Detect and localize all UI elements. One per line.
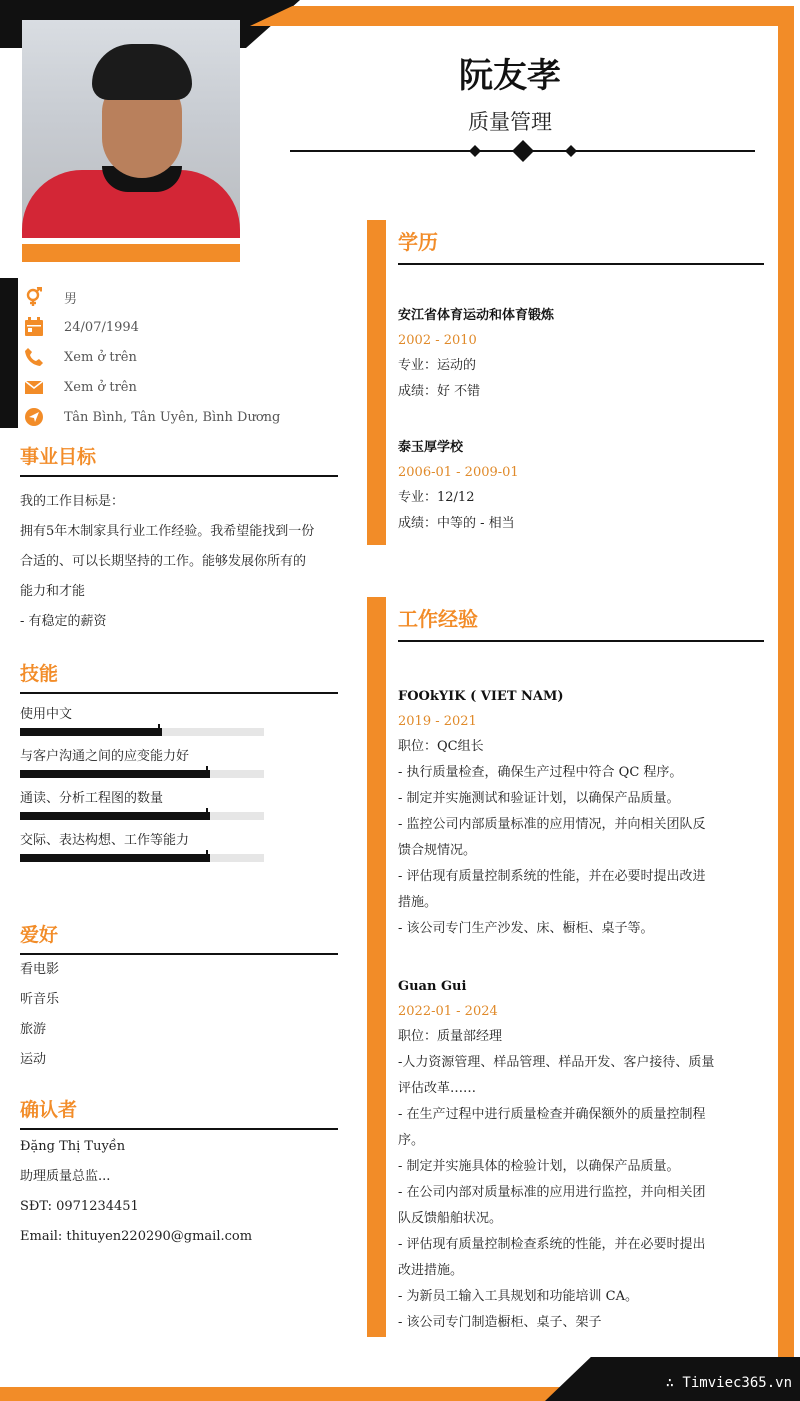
contact-email <box>24 372 344 402</box>
right-orange-band <box>778 6 794 1401</box>
education-accent-bar <box>367 220 386 545</box>
school-date: 2006-01 - 2009-01 <box>398 465 519 480</box>
job-detail: - 在公司内部对质量标准的应用进行监控，并向相关团 <box>398 1185 706 1200</box>
skill-label: 通读、分析工程图的数量 <box>20 791 164 806</box>
school-name: 泰玉厚学校 <box>398 440 464 455</box>
contact-birthday <box>24 312 344 342</box>
contact-gender-value: 男 <box>64 291 78 307</box>
skills-section <box>20 659 338 862</box>
objective-heading: 事业目标 <box>20 442 338 477</box>
skill-label: 交际、表达构想、工作等能力 <box>20 833 190 848</box>
reference-line: Email: thituyen220290@gmail.com <box>20 1229 253 1244</box>
reference-line: 助理质量总监... <box>20 1169 111 1184</box>
job-detail: 馈合规情况。 <box>398 843 477 858</box>
reference-line: Đặng Thị Tuyền <box>20 1139 126 1154</box>
hobbies-section <box>20 920 338 1075</box>
skill-item <box>20 704 338 736</box>
job-detail: 改进措施。 <box>398 1263 464 1278</box>
contact-phone <box>24 342 344 372</box>
skill-bar <box>20 770 264 778</box>
contact-phone-value: Xem ở trên <box>64 349 137 365</box>
hobby-item: 听音乐 <box>20 992 60 1007</box>
contact-email-value: Xem ở trên <box>64 379 137 395</box>
mail-icon <box>24 377 44 397</box>
skill-label: 使用中文 <box>20 707 73 722</box>
top-orange-band <box>250 6 780 26</box>
skills-heading: 技能 <box>20 659 338 694</box>
company-name: Guan Gui <box>398 979 467 994</box>
candidate-name: 阮友孝 <box>459 56 561 96</box>
school-date: 2002 - 2010 <box>398 333 477 348</box>
school-detail: 成绩：中等的 - 相当 <box>398 516 515 531</box>
experience-accent-bar <box>367 597 386 1337</box>
contact-side-bar <box>0 278 18 428</box>
skill-bar <box>20 854 264 862</box>
education-entry <box>398 303 764 405</box>
experience-entry <box>398 974 764 1336</box>
company-name: FOOkYIK ( VIET NAM) <box>398 689 564 704</box>
site-watermark: ∴ Timviec365.vn <box>665 1375 792 1391</box>
objective-line: 能力和才能 <box>20 584 86 599</box>
skill-bar-fill <box>20 728 162 736</box>
hobby-item: 看电影 <box>20 962 60 977</box>
job-date: 2022-01 - 2024 <box>398 1004 498 1019</box>
job-detail: - 该公司专门生产沙发、床、橱柜、桌子等。 <box>398 921 654 936</box>
skill-bar-tick <box>206 766 208 778</box>
job-detail: -人力资源管理、样品管理、样品开发、客户接待、质量 <box>398 1055 715 1070</box>
objective-line: - 有稳定的薪资 <box>20 614 107 629</box>
school-detail: 专业：12/12 <box>398 490 475 505</box>
job-detail: - 为新员工输入工具规划和功能培训 CA。 <box>398 1289 638 1304</box>
objective-section <box>20 442 338 637</box>
phone-icon <box>24 347 44 367</box>
education-section <box>398 226 764 537</box>
job-detail: - 评估现有质量控制系统的性能，并在必要时提出改进 <box>398 869 706 884</box>
candidate-title: 质量管理 <box>468 110 552 134</box>
profile-photo <box>22 20 240 238</box>
job-detail: - 执行质量检查，确保生产过程中符合 QC 程序。 <box>398 765 683 780</box>
contact-gender <box>24 282 344 312</box>
job-detail: - 监控公司内部质量标准的应用情况，并向相关团队反 <box>398 817 706 832</box>
objective-line: 合适的、可以长期坚持的工作。能够发展你所有的 <box>20 554 307 569</box>
reference-section <box>20 1095 338 1252</box>
job-detail: - 制定并实施测试和验证计划，以确保产品质量。 <box>398 791 680 806</box>
contact-address-value: Tân Bình, Tân Uyên, Bình Dương <box>64 409 281 425</box>
reference-line: SĐT: 0971234451 <box>20 1199 139 1214</box>
job-detail: 职位：质量部经理 <box>398 1029 503 1044</box>
skill-label: 与客户沟通之间的应变能力好 <box>20 749 190 764</box>
experience-section <box>398 603 764 1336</box>
photo-accent-bar <box>22 244 240 262</box>
location-icon <box>24 407 44 427</box>
hobbies-heading: 爱好 <box>20 920 338 955</box>
skill-bar-fill <box>20 854 210 862</box>
job-detail: 职位：QC组长 <box>398 739 484 754</box>
calendar-icon <box>24 317 44 337</box>
job-detail: 评估改革…… <box>398 1081 477 1096</box>
objective-line: 拥有5年木制家具行业工作经验。我希望能找到一份 <box>20 524 315 539</box>
experience-entry <box>398 684 764 942</box>
bottom-orange-band <box>0 1387 600 1401</box>
hobby-item: 旅游 <box>20 1022 47 1037</box>
skill-bar-fill <box>20 770 210 778</box>
contact-birthday-value: 24/07/1994 <box>64 319 139 335</box>
objective-line: 我的工作目标是： <box>20 494 125 509</box>
skill-item <box>20 830 338 862</box>
contact-list <box>24 282 344 432</box>
header-divider <box>290 138 755 164</box>
skill-bar-fill <box>20 812 210 820</box>
gender-icon <box>24 287 44 307</box>
skill-bar-tick <box>206 808 208 820</box>
skill-bar <box>20 728 264 736</box>
job-detail: 队反馈船舶状况。 <box>398 1211 503 1226</box>
job-date: 2019 - 2021 <box>398 714 477 729</box>
contact-address <box>24 402 344 432</box>
job-detail: - 评估现有质量控制检查系统的性能，并在必要时提出 <box>398 1237 706 1252</box>
skill-item <box>20 788 338 820</box>
skill-bar <box>20 812 264 820</box>
job-detail: - 在生产过程中进行质量检查并确保额外的质量控制程 <box>398 1107 706 1122</box>
job-detail: 措施。 <box>398 895 438 910</box>
school-name: 安江省体育运动和体育锻炼 <box>398 308 555 323</box>
job-detail: 序。 <box>398 1133 425 1148</box>
education-heading: 学历 <box>398 226 764 265</box>
hobby-item: 运动 <box>20 1052 47 1067</box>
experience-heading: 工作经验 <box>398 603 764 642</box>
reference-heading: 确认者 <box>20 1095 338 1130</box>
skill-item <box>20 746 338 778</box>
skill-bar-tick <box>206 850 208 862</box>
education-entry <box>398 435 764 537</box>
school-detail: 专业：运动的 <box>398 358 477 373</box>
skill-bar-tick <box>158 724 160 736</box>
job-detail: - 该公司专门制造橱柜、桌子、架子 <box>398 1315 602 1330</box>
job-detail: - 制定并实施具体的检验计划，以确保产品质量。 <box>398 1159 680 1174</box>
school-detail: 成绩：好 不错 <box>398 384 481 399</box>
